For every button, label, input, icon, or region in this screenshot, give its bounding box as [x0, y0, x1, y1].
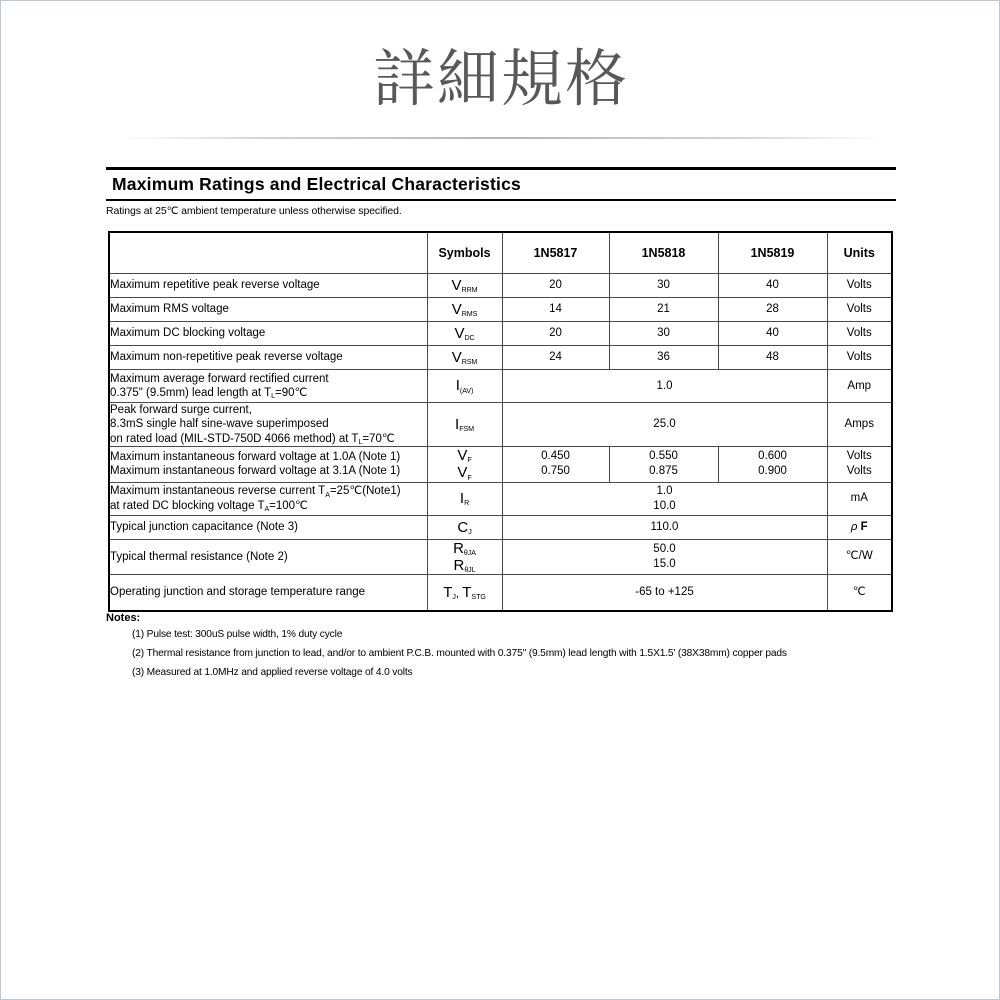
row-symbol: $V_{RRM}$ — [427, 274, 502, 298]
row-description-line: Maximum instantaneous forward voltage at 3.1A (Note 1) — [110, 465, 401, 478]
table-header-row — [109, 232, 892, 274]
row-value-all-parts: -65 to +125 — [502, 575, 827, 611]
header-part-1n5819: 1N5819 — [718, 232, 827, 274]
specifications-table — [108, 231, 893, 612]
row-units: ρ F — [827, 515, 892, 539]
row-description: Maximum instantaneous reverse current $T_A=25℃(Note1)$ at rated DC blocking voltage $T_A=100℃$ — [109, 482, 427, 515]
table-row — [109, 403, 892, 447]
row-symbol: $V_{RMS}$ — [427, 298, 502, 322]
row-symbol: $I_R$ — [427, 482, 502, 515]
header-symbols: Symbols — [427, 232, 502, 274]
row-description: Maximum DC blocking voltage — [109, 322, 427, 346]
row-value-1n5818: 21 — [609, 298, 718, 322]
row-description-line: 8.3mS single half sine-wave superimposed — [110, 418, 329, 431]
row-description: Maximum repetitive peak reverse voltage — [109, 274, 427, 298]
row-description-line: on rated load (MIL-STD-750D 4066 method) at T — [110, 432, 359, 445]
row-value-1n5819: 40 — [718, 274, 827, 298]
row-value-1n5817: 0.450 0.750 — [502, 447, 609, 483]
row-units: Amp — [827, 370, 892, 403]
row-value-1n5818: 36 — [609, 346, 718, 370]
row-value-1n5817: 24 — [502, 346, 609, 370]
row-value-1n5817: 20 — [502, 322, 609, 346]
row-value-1n5818: 30 — [609, 322, 718, 346]
row-description: Maximum RMS voltage — [109, 298, 427, 322]
row-units: ℃ — [827, 575, 892, 611]
row-description-line: 0.375" (9.5mm) lead length at T — [110, 387, 272, 399]
row-units: Volts — [827, 274, 892, 298]
row-value-all-parts: 110.0 — [502, 515, 827, 539]
header-description — [109, 232, 427, 274]
table-row — [109, 322, 892, 346]
row-description-line: Maximum instantaneous forward voltage at 1.0A (Note 1) — [110, 451, 401, 463]
row-units: Volts — [827, 298, 892, 322]
row-symbol: $T_J$, $T_{STG}$ — [427, 575, 502, 611]
table-row — [109, 515, 892, 539]
header-units: Units — [827, 232, 892, 274]
row-value-all-parts: 1.0 10.0 — [502, 482, 827, 515]
notes-heading: Notes: — [106, 612, 141, 624]
row-units: Volts Volts — [827, 447, 892, 483]
header-part-1n5817: 1N5817 — [502, 232, 609, 274]
row-description-line: Maximum instantaneous reverse current T — [110, 485, 326, 498]
table-row — [109, 274, 892, 298]
row-value-1n5818: 0.550 0.875 — [609, 447, 718, 483]
row-value-1n5819: 0.600 0.900 — [718, 447, 827, 483]
note-item: (1) Pulse test: 300uS pulse width, 1% duty cycle — [132, 629, 343, 640]
row-symbol: $C_J$ — [427, 515, 502, 539]
row-symbol: $V_{RSM}$ — [427, 346, 502, 370]
row-units: Volts — [827, 346, 892, 370]
row-description: Typical junction capacitance (Note 3) — [109, 515, 427, 539]
row-description-line: at rated DC blocking voltage T — [110, 499, 265, 512]
row-description: Maximum non-repetitive peak reverse voltage — [109, 346, 427, 370]
row-symbol: $V_F$ $V_F$ — [427, 447, 502, 483]
page-banner — [1, 31, 1000, 141]
row-units: Amps — [827, 403, 892, 447]
row-symbol: $I_{FSM}$ — [427, 403, 502, 447]
row-description: Maximum average forward rectified current 0.375" (9.5mm) lead length at $T_L=90℃$ — [109, 370, 427, 403]
row-value-1n5817: 14 — [502, 298, 609, 322]
table-row — [109, 482, 892, 515]
table-row — [109, 346, 892, 370]
table-row — [109, 298, 892, 322]
row-value-1n5819: 28 — [718, 298, 827, 322]
row-description — [109, 447, 427, 483]
row-value-all-parts: 25.0 — [502, 403, 827, 447]
row-description: Peak forward surge current, 8.3mS single half sine-wave superimposed on rated load (MIL-STD-750D 4066 method) at $T_L=70℃$ — [109, 403, 427, 447]
row-description-line: Maximum average forward rectified current — [110, 372, 329, 385]
header-part-1n5818: 1N5818 — [609, 232, 718, 274]
note-item: (2) Thermal resistance from junction to lead, and/or to ambient P.C.B. mounted with 0.375" (9.5mm) lead length with 1.5X1.5' (38X38mm) copper pads — [132, 648, 787, 659]
row-symbol: $V_{DC}$ — [427, 322, 502, 346]
row-value-all-parts: 1.0 — [502, 370, 827, 403]
row-units: ℃/W — [827, 539, 892, 575]
banner-divider — [119, 137, 883, 139]
row-value-1n5817: 20 — [502, 274, 609, 298]
table-row — [109, 447, 892, 483]
section-title: Maximum Ratings and Electrical Characteristics — [112, 174, 521, 194]
row-description: Typical thermal resistance (Note 2) — [109, 539, 427, 575]
row-symbol: $I_{(AV)}$ — [427, 370, 502, 403]
row-value-1n5819: 40 — [718, 322, 827, 346]
row-units: Volts — [827, 322, 892, 346]
notes-section — [106, 612, 906, 686]
page-title: 詳細規格 — [372, 42, 629, 115]
table-row — [109, 370, 892, 403]
table-row — [109, 539, 892, 575]
row-value-1n5819: 48 — [718, 346, 827, 370]
row-symbol: $R_{\theta JA}$ $R_{\theta JL}$ — [427, 539, 502, 575]
row-description: Operating junction and storage temperature range — [109, 575, 427, 611]
section-header — [106, 167, 896, 217]
row-units: mA — [827, 482, 892, 515]
row-value-1n5818: 30 — [609, 274, 718, 298]
ratings-condition-note: Ratings at 25℃ ambient temperature unless otherwise specified. — [106, 205, 402, 217]
row-value-all-parts: 50.0 15.0 — [502, 539, 827, 575]
note-item: (3) Measured at 1.0MHz and applied reverse voltage of 4.0 volts — [132, 667, 413, 678]
row-description-line: Peak forward surge current, — [110, 404, 252, 416]
table-row — [109, 575, 892, 611]
